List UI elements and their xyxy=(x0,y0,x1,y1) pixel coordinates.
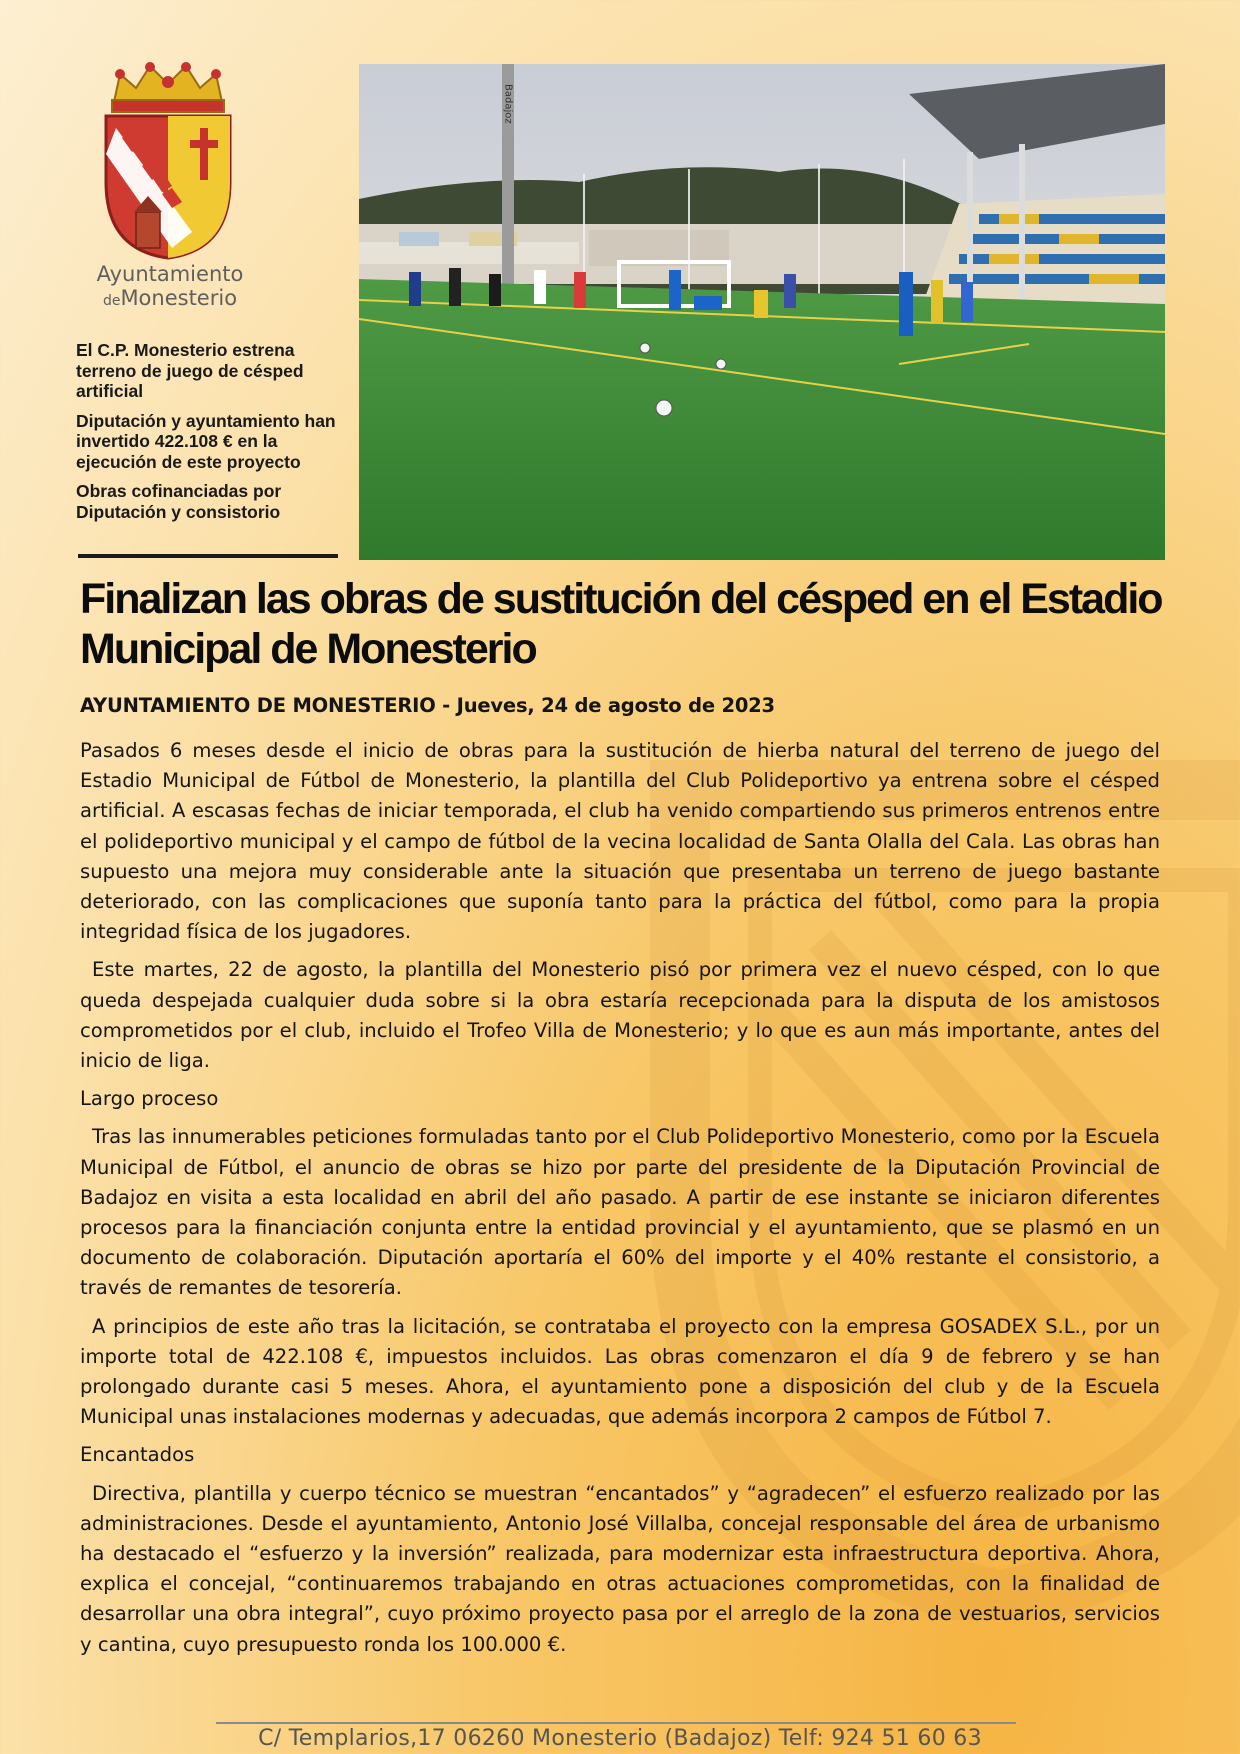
section-heading: Largo proceso xyxy=(80,1087,219,1111)
article-highlights xyxy=(76,340,344,531)
article-paragraph: Pasados 6 meses desde el inicio de obras para la sustitución de hierba natural del terreno de juego del Estadio Municipal de Fútbol de Monesterio, la plantilla del Club Polideportivo ya entrena sobre el césped artificial. A escasas fechas de iniciar temporada, el club ha venido compartiendo sus primeros entrenos entre el polideportivo municipal y el campo de fútbol de la vecina localidad de Santa Olalla del Cala. Las obras han supuesto una mejora muy considerable ante la situación que presentaba un terreno de juego bastante deteriorado, con las complicaciones que suponía tanto para la práctica del fútbol, como para la propia integridad física de los jugadores. xyxy=(80,739,1160,944)
footer-address: C/ Templarios,17 06260 Monesterio (Badajoz) Telf: 924 51 60 63 xyxy=(258,1726,982,1751)
article-body xyxy=(80,736,1160,1668)
highlight-item: Diputación y ayuntamiento han invertido 422.108 € en la ejecución de este proyecto xyxy=(76,410,336,472)
logo-name-line1: Ayuntamiento xyxy=(96,262,244,286)
logo-name-town: Monesterio xyxy=(120,286,238,310)
highlights-divider xyxy=(78,554,338,558)
highlight-item: El C.P. Monesterio estrena terreno de juego de césped artificial xyxy=(76,340,304,401)
highlight-item: Obras cofinanciadas por Diputación y consistorio xyxy=(76,481,282,522)
article-paragraph: Este martes, 22 de agosto, la plantilla del Monesterio pisó por primera vez el nuevo césped, con lo que queda despejada cualquier duda sobre si la obra estaría recepcionada para la disputa de los amistosos comprometidos por el club, incluido el Trofeo Villa de Monesterio; y lo que es aun más importante, antes del inicio de liga. xyxy=(80,958,1160,1073)
article-paragraph: Directiva, plantilla y cuerpo técnico se muestran “encantados” y “agradecen” el esfuerzo realizado por las administraciones. Desde el ayuntamiento, Antonio José Villalba, concejal responsable del área de urbanismo ha destacado el “esfuerzo y la inversión” realizada, para modernizar esta infraestructura deportiva. Ahora, explica el concejal, “continuaremos trabajando en otras actuaciones comprometidas, con la finalidad de desarrollar una obra integral”, cuyo próximo proyecto pasa por el arreglo de la zona de vestuarios, servicios y cantina, cuyo presupuesto ronda los 100.000 €. xyxy=(80,1481,1160,1656)
article-paragraph: A principios de este año tras la licitación, se contrataba el proyecto con la empresa GOSADEX S.L., por un importe total de 422.108 €, impuestos incluidos. Las obras comenzaron el día 9 de febrero y se han prolongado durante casi 5 meses. Ahora, el ayuntamiento pone a disposición del club y de la Escuela Municipal unas instalaciones modernas y adecuadas, que además incorpora 2 campos de Fútbol 7. xyxy=(80,1314,1160,1429)
article-byline: AYUNTAMIENTO DE MONESTERIO - Jueves, 24 de agosto de 2023 xyxy=(80,694,775,717)
logo-name-line2 xyxy=(60,286,280,313)
photo-pole-text: Badajoz xyxy=(502,84,514,124)
logo-name-prefix: de xyxy=(102,293,121,309)
article-paragraph: Tras las innumerables peticiones formuladas tanto por el Club Polideportivo Monesterio, como por la Escuela Municipal de Fútbol, el anuncio de obras se hizo por parte del presidente de la Diputación Provincial de Badajoz en visita a esta localidad en abril del año pasado. A partir de ese instante se iniciaron diferentes procesos para la financiación conjunta entre la entidad provincial y el ayuntamiento, que se plasmó en un documento de colaboración. Diputación aportaría el 60% del importe y el 40% restante el consistorio, a través de remantes de tesorería. xyxy=(80,1125,1160,1300)
stadium-photo xyxy=(359,64,1165,560)
page-title: Finalizan las obras de sustitución del césped en el Estadio Municipal de Monesterio xyxy=(80,575,1162,673)
section-heading: Encantados xyxy=(80,1443,195,1467)
logo-text xyxy=(60,262,280,313)
footer-divider xyxy=(216,1722,1016,1724)
